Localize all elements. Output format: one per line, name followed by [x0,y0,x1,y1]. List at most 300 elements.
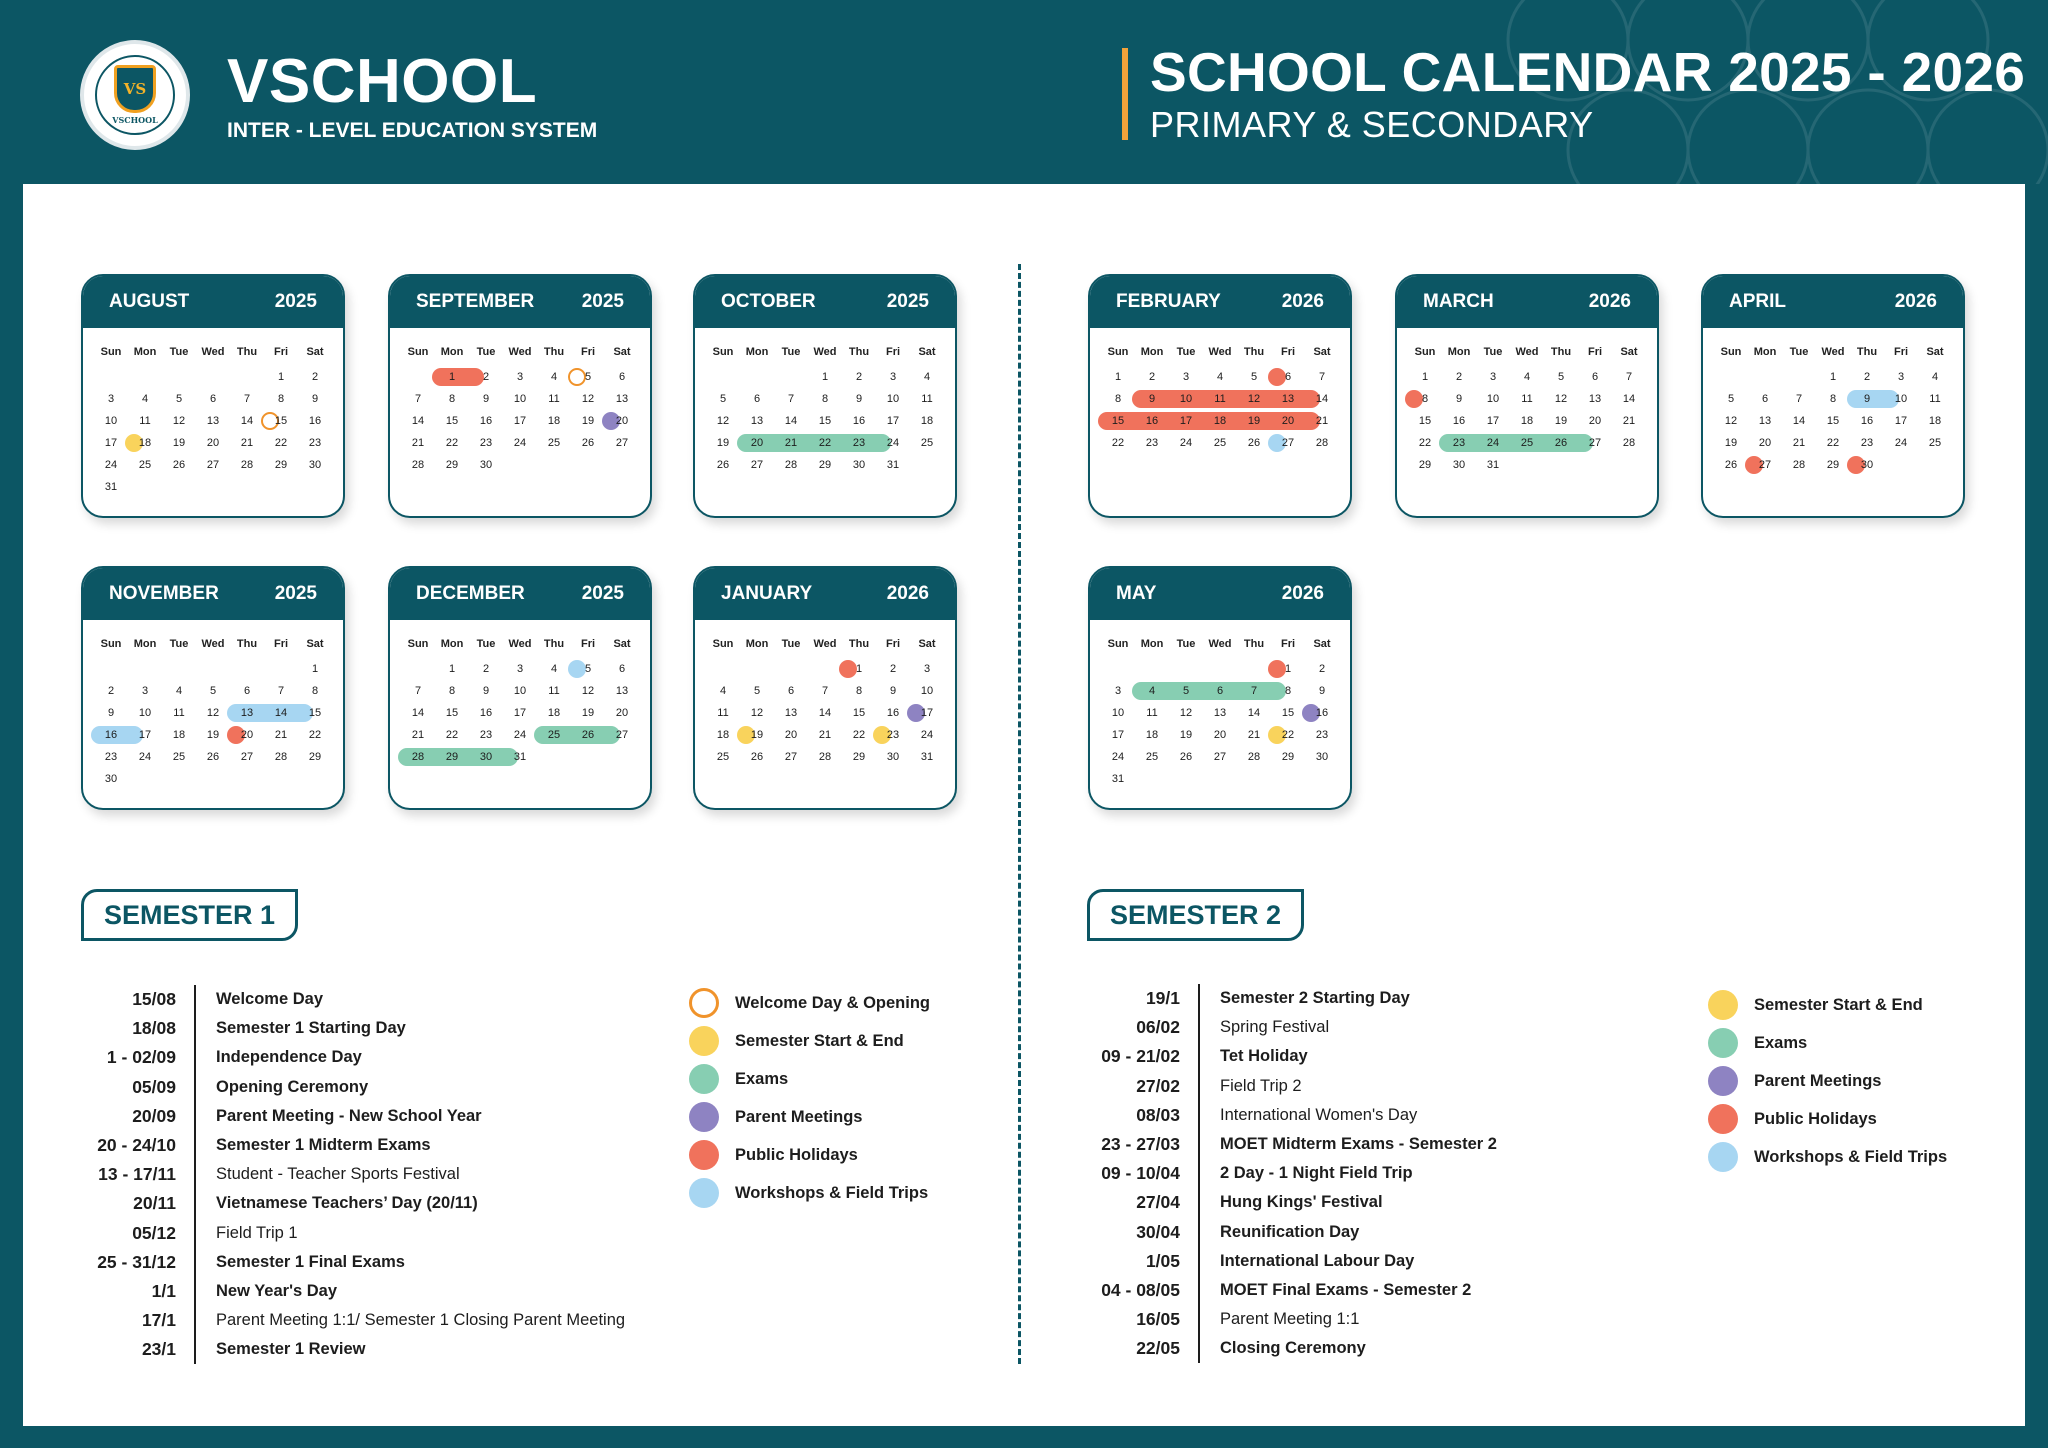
day-number: 3 [516,371,524,383]
day-number: 23 [479,729,493,741]
event-date: 13 - 17/11 [98,1164,176,1185]
day-cell [1237,702,1271,724]
day-number: 5 [175,393,183,405]
day-cell [1271,388,1305,410]
day-number: 31 [920,751,934,763]
day-cell [1544,388,1578,410]
empty-cell [808,658,842,680]
day-cell [298,432,332,454]
day-cell [435,680,469,702]
event-date: 20/11 [133,1193,176,1214]
weekday-label: Fri [1280,346,1296,358]
empty-cell [401,366,435,388]
day-number: 13 [615,685,629,697]
day-cell [605,724,639,746]
day-cell [1714,454,1748,476]
day-cell [774,680,808,702]
day-cell [1271,410,1305,432]
semester-1-label: SEMESTER 1 [81,889,298,941]
header [0,0,2048,184]
day-cell [1237,746,1271,768]
day-number: 17 [886,415,900,427]
weekday-label: Mon [1140,638,1164,650]
day-cell [1271,680,1305,702]
legend-label: Parent Meetings [1754,1071,1882,1090]
day-number: 15 [852,707,866,719]
day-cell [469,388,503,410]
day-number: 18 [547,415,561,427]
day-cell [503,432,537,454]
event-label: Field Trip 1 [216,1223,298,1242]
day-cell [128,454,162,476]
day-cell [1169,702,1203,724]
day-number: 20 [615,415,629,427]
day-cell [842,702,876,724]
day-number: 10 [920,685,934,697]
day-cell [1748,388,1782,410]
month-year: 2025 [581,291,624,312]
weekday-label: Sat [918,638,936,650]
day-number: 29 [818,459,832,471]
day-number: 30 [479,751,493,763]
weekday-label: Sat [306,346,324,358]
day-cell [1237,724,1271,746]
legend-dot-icon [689,988,719,1018]
day-cell [435,410,469,432]
day-grid [1090,366,1350,454]
empty-cell [230,366,264,388]
event-label: Parent Meeting - New School Year [216,1106,482,1125]
legend-item-purple [689,1098,930,1136]
weekday-label: Fri [273,346,289,358]
event-row [1088,1334,1497,1363]
day-number: 15 [1111,415,1125,427]
day-number: 21 [1247,729,1261,741]
event-date: 20 - 24/10 [97,1135,176,1156]
day-cell [1408,388,1442,410]
weekday-label: Fri [580,638,596,650]
legend-label: Public Holidays [1754,1109,1877,1128]
event-row [1088,984,1497,1013]
month-header [390,276,650,328]
month-card-august [81,274,345,518]
weekday-label: Sat [1926,346,1944,358]
day-number: 12 [1554,393,1568,405]
month-header [1397,276,1657,328]
weekday-label: Wed [813,346,837,358]
day-number: 20 [1758,437,1772,449]
day-cell [1408,366,1442,388]
day-number: 21 [240,437,254,449]
day-number: 17 [138,729,152,741]
day-number: 27 [1213,751,1227,763]
event-row [84,1014,625,1043]
day-cell [1237,410,1271,432]
legend-label: Exams [735,1069,789,1088]
day-cell [1612,432,1646,454]
day-cell [1884,366,1918,388]
day-cell [435,388,469,410]
weekday-label: Sat [1620,346,1638,358]
day-number: 17 [1486,415,1500,427]
day-number: 28 [1792,459,1806,471]
day-number: 21 [411,437,425,449]
event-row [1088,1276,1497,1305]
day-cell [264,366,298,388]
day-cell [128,410,162,432]
day-cell [1203,724,1237,746]
weekday-label: Sun [407,346,429,358]
empty-cell [401,658,435,680]
weekday-label: Thu [543,638,565,650]
day-cell [537,702,571,724]
day-number: 31 [1111,773,1125,785]
day-number: 1 [448,663,456,675]
day-cell [1271,658,1305,680]
day-cell [435,746,469,768]
day-cell [808,432,842,454]
day-number: 12 [1724,415,1738,427]
day-cell [571,366,605,388]
day-cell [1510,410,1544,432]
day-number: 21 [784,437,798,449]
event-date: 25 - 31/12 [97,1251,176,1272]
day-number: 25 [172,751,186,763]
event-label: Semester 1 Review [216,1340,366,1359]
day-number: 6 [618,663,626,675]
day-cell [435,658,469,680]
day-cell [1510,432,1544,454]
day-cell [910,702,944,724]
weekday-row [83,346,343,358]
empty-cell [1782,366,1816,388]
day-number: 5 [1557,371,1565,383]
day-cell [1476,388,1510,410]
event-date: 06/02 [1136,1017,1180,1038]
day-cell [230,746,264,768]
day-number: 9 [889,685,897,697]
day-cell [1305,432,1339,454]
day-number: 14 [1247,707,1261,719]
day-cell [196,702,230,724]
day-number: 31 [513,751,527,763]
day-number: 24 [1894,437,1908,449]
day-cell [1203,746,1237,768]
day-cell [1442,410,1476,432]
month-header [1703,276,1963,328]
empty-cell [706,366,740,388]
day-cell [774,746,808,768]
day-number: 16 [1315,707,1329,719]
day-cell [1305,366,1339,388]
day-number: 26 [1724,459,1738,471]
day-number: 22 [852,729,866,741]
day-cell [162,724,196,746]
event-date: 22/05 [1136,1338,1180,1359]
empty-cell [774,366,808,388]
day-number: 4 [1148,685,1156,697]
day-cell [842,388,876,410]
day-cell [1476,366,1510,388]
month-year: 2026 [1281,583,1324,604]
day-number: 16 [104,729,118,741]
month-card-september [388,274,652,518]
event-label: Closing Ceremony [1220,1339,1366,1358]
day-number: 6 [1216,685,1224,697]
day-cell [230,410,264,432]
day-number: 22 [1826,437,1840,449]
empty-cell [128,658,162,680]
day-cell [94,410,128,432]
event-label: Tet Holiday [1220,1047,1308,1066]
month-header [1090,276,1350,328]
day-cell [1271,702,1305,724]
legend-item-ring [689,984,930,1022]
day-cell [162,410,196,432]
event-row [1088,1159,1497,1188]
day-number: 8 [448,393,456,405]
semester-1-legend [689,984,930,1212]
day-number: 26 [581,437,595,449]
day-cell [1408,454,1442,476]
day-cell [1442,366,1476,388]
event-row [84,1073,625,1102]
day-number: 23 [1315,729,1329,741]
day-number: 12 [1247,393,1261,405]
event-label: International Women's Day [1220,1105,1418,1124]
day-number: 23 [308,437,322,449]
day-cell [469,454,503,476]
day-cell [706,454,740,476]
day-number: 20 [1281,415,1295,427]
month-card-january [693,566,957,810]
day-cell [1203,702,1237,724]
day-cell [740,746,774,768]
day-cell [1714,410,1748,432]
legend-item-purple [1708,1062,1947,1100]
day-number: 4 [550,663,558,675]
weekday-label: Tue [169,638,189,650]
day-cell [1203,366,1237,388]
day-cell [537,388,571,410]
day-cell [1101,388,1135,410]
day-cell [503,388,537,410]
day-number: 25 [547,437,561,449]
day-cell [1884,388,1918,410]
day-number: 24 [1111,751,1125,763]
legend-dot-icon [1708,1142,1738,1172]
day-number: 30 [1860,459,1874,471]
day-cell [1748,432,1782,454]
day-cell [842,410,876,432]
day-number: 3 [1182,371,1190,383]
day-number: 13 [750,415,764,427]
day-number: 7 [821,685,829,697]
day-number: 10 [104,415,118,427]
day-cell [605,388,639,410]
day-number: 22 [1111,437,1125,449]
event-date: 09 - 21/02 [1101,1046,1180,1067]
day-number: 16 [1145,415,1159,427]
event-date: 04 - 08/05 [1101,1279,1180,1300]
day-number: 1 [855,663,863,675]
day-number: 21 [818,729,832,741]
event-date: 1/1 [151,1280,176,1301]
day-number: 27 [240,751,254,763]
day-number: 3 [516,663,524,675]
month-header [390,568,650,620]
day-cell [469,366,503,388]
day-number: 18 [1928,415,1942,427]
day-number: 25 [547,729,561,741]
day-cell [774,702,808,724]
weekday-row [1090,346,1350,358]
event-date: 19/1 [1145,988,1180,1009]
weekday-label: Fri [1280,638,1296,650]
day-number: 8 [1114,393,1122,405]
empty-cell [128,366,162,388]
day-number: 24 [1486,437,1500,449]
day-number: 12 [750,707,764,719]
day-cell [1169,746,1203,768]
weekday-label: Sun [407,638,429,650]
event-row [84,1189,625,1218]
day-cell [230,454,264,476]
day-cell [1612,410,1646,432]
day-number: 7 [787,393,795,405]
day-cell [537,680,571,702]
day-number: 18 [1213,415,1227,427]
weekday-label: Sun [712,638,734,650]
event-label: 2 Day - 1 Night Field Trip [1220,1164,1413,1183]
day-number: 28 [1622,437,1636,449]
day-number: 27 [784,751,798,763]
day-number: 16 [1452,415,1466,427]
day-cell [571,410,605,432]
month-year: 2025 [581,583,624,604]
event-date: 27/04 [1136,1192,1180,1213]
month-card-october [693,274,957,518]
day-cell [537,366,571,388]
day-number: 31 [1486,459,1500,471]
day-grid [1090,658,1350,790]
day-cell [740,680,774,702]
day-number: 26 [1179,751,1193,763]
legend-dot-icon [1708,990,1738,1020]
day-cell [605,658,639,680]
day-number: 19 [581,707,595,719]
day-number: 23 [852,437,866,449]
legend-label: Parent Meetings [735,1107,863,1126]
weekday-row [695,346,955,358]
day-cell [435,724,469,746]
day-number: 21 [274,729,288,741]
day-cell [740,432,774,454]
day-cell [503,366,537,388]
day-cell [469,702,503,724]
weekday-label: Fri [1587,346,1603,358]
weekday-label: Fri [580,346,596,358]
day-number: 24 [138,751,152,763]
day-cell [1305,724,1339,746]
day-number: 7 [243,393,251,405]
day-number: 29 [445,751,459,763]
month-year: 2025 [886,291,929,312]
day-number: 24 [886,437,900,449]
event-date: 17/1 [141,1310,176,1331]
day-number: 25 [138,459,152,471]
legend-item-red [1708,1100,1947,1138]
empty-cell [94,658,128,680]
day-cell [196,432,230,454]
day-number: 11 [139,415,151,427]
day-cell [1816,410,1850,432]
day-cell [1169,366,1203,388]
day-number: 15 [308,707,322,719]
day-number: 31 [886,459,900,471]
day-cell [230,702,264,724]
legend-item-green [1708,1024,1947,1062]
day-cell [230,432,264,454]
weekday-label: Fri [273,638,289,650]
day-number: 1 [277,371,285,383]
day-number: 1 [1421,371,1429,383]
day-cell [1169,724,1203,746]
event-date: 05/09 [132,1076,176,1097]
month-year: 2025 [274,583,317,604]
legend-item-red [689,1136,930,1174]
day-cell [1135,410,1169,432]
day-cell [298,724,332,746]
day-number: 15 [445,707,459,719]
day-number: 7 [1625,371,1633,383]
day-number: 23 [104,751,118,763]
day-cell [94,476,128,498]
day-number: 22 [445,437,459,449]
day-cell [740,454,774,476]
day-number: 22 [445,729,459,741]
legend-dot-icon [1708,1028,1738,1058]
weekday-label: Wed [813,638,837,650]
school-logo [80,40,190,150]
month-name: MAY [1116,583,1157,604]
day-number: 4 [1216,371,1224,383]
day-number: 22 [274,437,288,449]
event-label: Semester 1 Midterm Exams [216,1136,431,1155]
day-cell [1918,432,1952,454]
day-number: 30 [308,459,322,471]
month-name: JANUARY [721,583,813,604]
day-number: 20 [206,437,220,449]
day-cell [1408,410,1442,432]
day-cell [1578,366,1612,388]
day-number: 4 [550,371,558,383]
weekday-label: Sun [1107,638,1129,650]
day-cell [1612,366,1646,388]
day-cell [503,746,537,768]
day-number: 18 [1520,415,1534,427]
day-number: 10 [1179,393,1193,405]
day-cell [910,658,944,680]
day-number: 13 [206,415,220,427]
day-cell [1510,388,1544,410]
day-cell [264,432,298,454]
month-name: FEBRUARY [1116,291,1221,312]
legend-label: Workshops & Field Trips [1754,1147,1948,1166]
day-number: 19 [1247,415,1261,427]
day-number: 19 [750,729,764,741]
weekday-row [1703,346,1963,358]
